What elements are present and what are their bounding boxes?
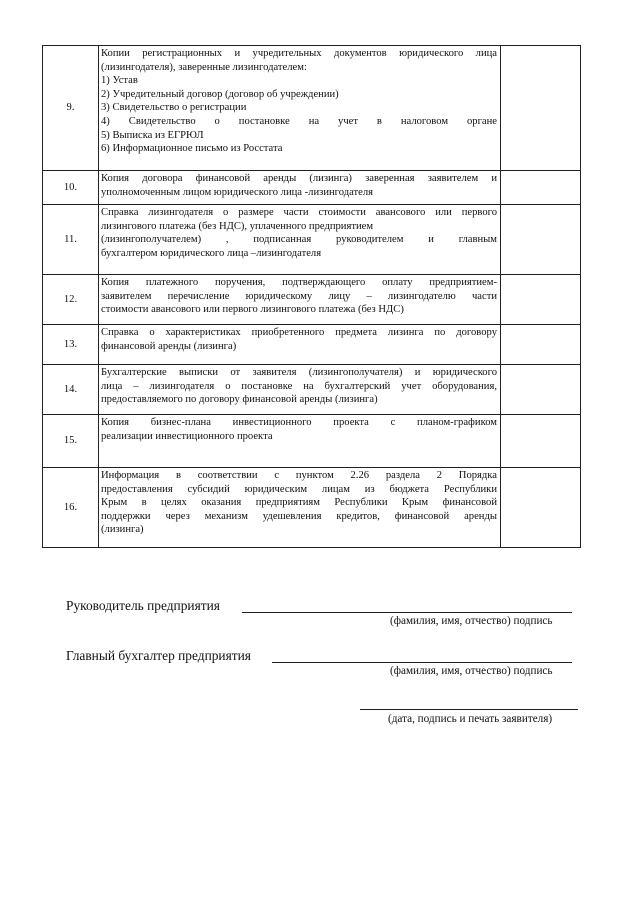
description-line: 6) Информационное письмо из Росстата xyxy=(101,143,283,155)
accountant-signature-line xyxy=(272,662,572,663)
description-line: поддержки через механизм удешевления кредитов, финансовой аренды xyxy=(101,510,497,522)
table-row xyxy=(43,275,581,325)
description-line: Справка о характеристиках приобретенного предмета лизинга по договору xyxy=(101,327,497,338)
row-description xyxy=(99,205,501,275)
row-description xyxy=(99,468,501,548)
row-number: 14. xyxy=(43,365,99,415)
row-number: 16. xyxy=(43,468,99,548)
table-row xyxy=(43,46,581,171)
row-number: 12. xyxy=(43,275,99,325)
row-description xyxy=(99,325,501,365)
description-line: Копия платежного поручения, подтверждающего оплату предприятием- xyxy=(101,277,497,288)
head-signature-line xyxy=(242,612,572,613)
row-description xyxy=(99,275,501,325)
description-line: Информация в соответствии с пунктом 2.26 раздела 2 Порядка xyxy=(101,470,497,481)
row-number: 9. xyxy=(43,46,99,171)
row-number: 11. xyxy=(43,205,99,275)
row-description xyxy=(99,365,501,415)
row-mark-cell xyxy=(501,325,581,365)
date-hint: (дата, подпись и печать заявителя) xyxy=(388,713,553,725)
head-hint: (фамилия, имя, отчество) подпись xyxy=(390,615,553,627)
row-mark-cell xyxy=(501,365,581,415)
description-line: бухгалтером юридического лица –лизингодателя xyxy=(101,247,322,259)
description-line: заявителем перечисление юридическому лицу – лизингодателю части xyxy=(101,290,497,302)
description-line: стоимости авансового или первого лизингового платежа (без НДС) xyxy=(101,304,404,316)
description-line: Копия бизнес-плана инвестиционного проекта с планом-графиком xyxy=(101,417,497,428)
description-line: 4) Свидетельство о постановке на учет в налоговом органе xyxy=(101,115,497,127)
table-row xyxy=(43,365,581,415)
accountant-hint: (фамилия, имя, отчество) подпись xyxy=(390,665,553,677)
description-line: финансовой аренды (лизинга) xyxy=(101,340,237,352)
documents-table-body xyxy=(43,46,581,548)
description-line: 2) Учредительный договор (договор об учреждении) xyxy=(101,88,339,100)
head-label: Руководитель предприятия xyxy=(66,598,220,613)
date-signature-line xyxy=(360,709,578,710)
description-line: 3) Свидетельство о регистрации xyxy=(101,102,247,114)
description-line: лизингового платежа (без НДС), уплаченного предприятием xyxy=(101,220,374,232)
table-row xyxy=(43,415,581,468)
description-line: 5) Выписка из ЕГРЮЛ xyxy=(101,129,204,141)
description-line: Бухгалтерские выписки от заявителя (лизингополучателя) и юридического xyxy=(101,367,497,378)
table-row xyxy=(43,468,581,548)
row-number: 10. xyxy=(43,171,99,205)
description-line: предоставляемого по договору финансовой аренды (лизинга) xyxy=(101,394,378,406)
description-line: Копии регистрационных и учредительных документов юридического лица xyxy=(101,48,497,59)
description-line: 1) Устав xyxy=(101,75,138,87)
row-mark-cell xyxy=(501,171,581,205)
row-mark-cell xyxy=(501,468,581,548)
row-number: 13. xyxy=(43,325,99,365)
row-mark-cell xyxy=(501,205,581,275)
description-line: (лизинга) xyxy=(101,524,144,536)
description-line: Копия договора финансовой аренды (лизинга) заверенная заявителем и xyxy=(101,173,497,184)
table-row xyxy=(43,325,581,365)
documents-table xyxy=(42,45,581,548)
row-description xyxy=(99,171,501,205)
description-line: (лизингополучателем) , подписанная руководителем и главным xyxy=(101,234,497,246)
table-row xyxy=(43,171,581,205)
row-mark-cell xyxy=(501,275,581,325)
description-line: Крым в целях оказания предприятиям Республики Крым финансовой xyxy=(101,497,497,509)
accountant-label: Главный бухгалтер предприятия xyxy=(66,648,251,663)
description-line: Справка лизингодателя о размере части стоимости авансового или первого xyxy=(101,207,497,218)
table-row xyxy=(43,205,581,275)
row-number: 15. xyxy=(43,415,99,468)
row-description xyxy=(99,46,501,171)
row-mark-cell xyxy=(501,46,581,171)
row-description xyxy=(99,415,501,468)
description-line: предоставления субсидий юридическим лицам из бюджета Республики xyxy=(101,483,497,495)
description-line: уполномоченным лицом юридического лица -лизингодателя xyxy=(101,186,374,198)
description-line: (лизингодателя), заверенные лизингодателем: xyxy=(101,61,307,73)
row-mark-cell xyxy=(501,415,581,468)
description-line: реализации инвестиционного проекта xyxy=(101,430,273,442)
description-line: лица – лизингодателя о постановке на бухгалтерский учет оборудования, xyxy=(101,380,497,392)
